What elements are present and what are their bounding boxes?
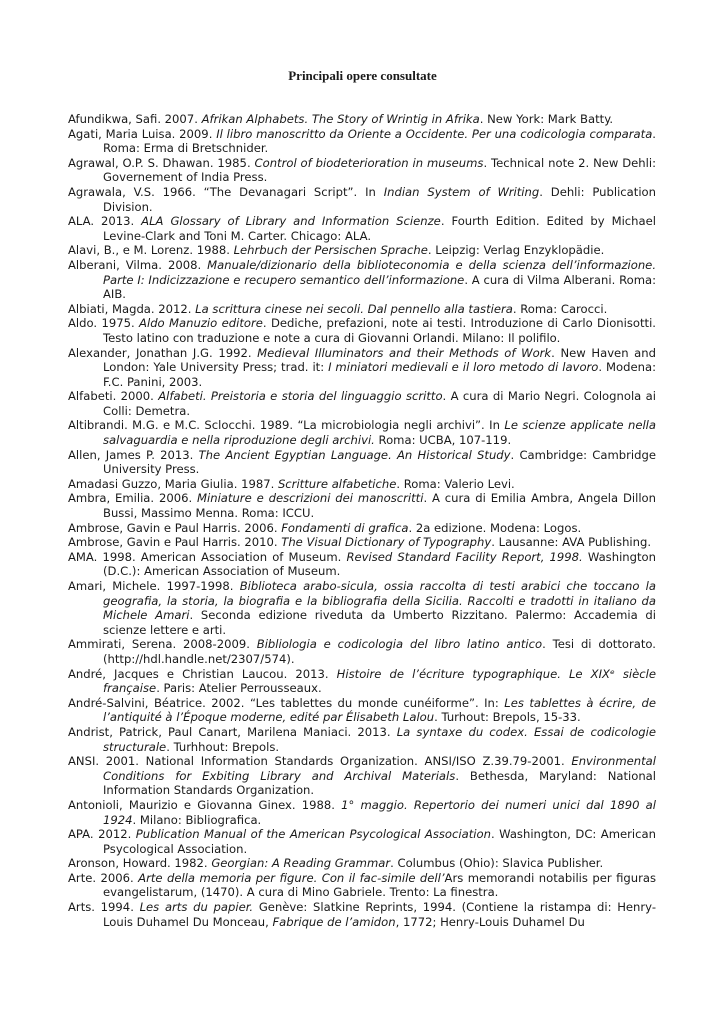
bibliography-entry [68,127,656,156]
entry-title-text: Publication Manual of the American Psycological Association [135,827,491,842]
entry-title-text: The Ancient Egyptian Language. An Historical Study [198,447,511,462]
entry-title-text: Control of biodeterioration in museums [254,155,484,170]
bibliography-entry [68,346,656,390]
bibliography-entry [68,637,656,666]
entry-text: Alavi, B., e M. Lorenz. 1988. [68,243,234,258]
entry-title-text: Les arts du papier. [139,900,254,915]
entry-text: . A cura di Mario Negri. Colognola ai Colli: Demetra. [103,389,656,418]
entry-text: Amari, Michele. 1997-1998. [68,579,240,593]
entry-title-text: 1° maggio. Repertorio dei numeri unici dal 1890 al 1924 [103,797,656,827]
entry-text: Roma: UCBA, 107-119. [374,433,512,448]
entry-text: Afundikwa, Safi. 2007. [68,112,202,126]
entry-text: . Roma: Erma di Bretschnider. [103,126,656,156]
entry-text: Aldo. 1975. [68,316,140,331]
page-title: Principali opere consultate [288,68,437,83]
bibliography-entry [68,156,656,185]
entry-text: . Tesi di dottorato. (http://hdl.handle.net/2307/574). [103,637,656,666]
entry-text: Genève: Slatkine Reprints, 1994. (Contiene la ristampa di: Henry-Louis Duhamel Du Monceau, [103,900,657,929]
bibliography-entry [68,491,656,520]
entry-text: APA. 2012. [68,827,136,842]
entry-text: . Washington, DC: American Psycological Association. [103,827,656,856]
entry-text: . Technical note 2. New Dehli: Governement of India Press. [103,155,657,185]
bibliography-entry [68,316,656,345]
bibliography-entry [68,754,656,798]
bibliography-entry [68,579,656,637]
entry-title-text: Lehrbuch der Persischen Sprache [233,243,428,258]
entry-title-text: Georgian: A Reading Grammar [211,856,391,871]
entry-text: André-Salvini, Béatrice. 2002. “Les tablettes du monde cunéiforme”. In: [68,695,505,710]
bibliography-entry [68,550,656,579]
entry-title-text: La scrittura cinese nei secoli. Dal pennello alla tastiera [195,301,513,316]
entry-text: . Milano: Bibliografica. [132,812,262,827]
entry-text: ALA. 2013. [68,214,142,229]
entry-text: . A cura di Emilia Ambra, Angela Dillon Bussi, Massimo Menna. Roma: ICCU. [103,491,656,521]
entry-text: Ambrose, Gavin e Paul Harris. 2010. [68,535,282,550]
entry-title-text: Miniature e descrizioni dei manoscritti [197,491,424,506]
entry-text: Amadasi Guzzo, Maria Giulia. 1987. [68,476,278,491]
entry-text: Ars memorandi notabilis per figuras evangelistarum, (1470). A cura di Mino Gabriele. Trento: La finestra. [103,870,656,900]
bibliography-entry [68,243,656,258]
entry-text: . Fourth Edition. Edited by Michael Levine-Clark and Toni M. Carter. Chicago: ALA. [103,214,656,243]
entry-title-text: Il libro manoscritto da Oriente a Occidente. Per una codicologia comparata [216,126,653,141]
entry-text: . Paris: Atelier Perrousseaux. [156,681,322,696]
bibliography-entry [68,418,656,447]
entry-title-text: Alfabeti. Preistoria e storia del linguaggio scritto [158,389,443,404]
entry-text: . New Haven and London: Yale University Press; trad. it: [103,345,656,375]
entry-title-text: La syntaxe du codex. Essai de codicologie structurale [103,724,656,754]
entry-text: Agrawala, V.S. 1966. “The Devanagari Script”. In [68,184,384,199]
entry-title-text: Fondamenti di grafica [281,520,409,535]
bibliography-entry [68,696,656,725]
bibliography-entry [68,112,656,127]
entry-text: . Turhout: Brepols, 15-33. [434,710,581,725]
entry-text: . New York: Mark Batty. [479,112,614,126]
bibliography-entry [68,448,656,477]
entry-text: . Lausanne: AVA Publishing. [491,535,652,550]
bibliography-entry [68,827,656,856]
entry-text: AMA. 1998. American Association of Museum. [68,549,347,564]
entry-text: Agrawal, O.P. S. Dhawan. 1985. [68,155,255,170]
bibliography-entry [68,871,656,900]
entry-title-text: I miniatori medievali e il loro metodo di lavoro [328,360,599,375]
entry-text: Arte. 2006. [68,870,139,885]
entry-text: Ambrose, Gavin e Paul Harris. 2006. [68,520,282,535]
entry-text: . Roma: Carocci. [512,301,608,316]
bibliography-entry [68,302,656,317]
entry-text: Washington (D.C.): American Association of Museum. [103,549,656,579]
entry-title-text: Medieval Illuminators and their Methods of Work [257,345,552,360]
entry-text: Ambra, Emilia. 2006. [68,491,198,506]
bibliography-entry [68,389,656,418]
bibliography-entry [68,667,656,696]
entry-text: . Cambridge: Cambridge University Press. [103,447,656,477]
entry-text: . Leipzig: Verlag Enzyklopädie. [427,243,605,258]
entry-title-text: Indian System of Writing [383,184,540,199]
bibliography-entry [68,521,656,536]
entry-title-text: Environmental Conditions for Exbiting Library and Archival Materials [103,754,656,783]
entry-text: ANSI. 2001. National Information Standards Organization. ANSI/ISO Z.39.79-2001. [68,754,572,769]
entry-title-text: Revised Standard Facility Report, 1998. [346,549,583,564]
entry-text: . A cura di Vilma Alberani. Roma: AIB. [103,272,656,302]
entry-title-text: Fabrique de l’amidon [272,914,396,929]
entry-title-text: Bibliologia e codicologia del libro latino antico [256,637,543,652]
entry-text: . Dehli: Publication Division. [103,184,656,214]
entry-text: Ammirati, Serena. 2008-2009. [68,637,257,652]
entry-text: Albiati, Magda. 2012. [68,301,196,316]
entry-text: . Seconda edizione riveduta da Umberto Rizzitano. Palermo: Accademia di scienze lettere e arti. [103,608,657,637]
bibliography-entry [68,258,656,302]
entry-text: Andrist, Patrick, Paul Canart, Marilena Maniaci. 2013. [68,724,397,739]
entry-text: Allen, James P. 2013. [68,447,199,462]
entry-text: . Modena: F.C. Panini, 2003. [103,360,656,389]
entry-text: Aronson, Howard. 1982. [68,856,212,871]
entry-text: Alfabeti. 2000. [68,389,159,404]
entry-title-text: Afrikan Alphabets. The Story of Wrintig in Afrika [201,112,480,126]
entry-text: . 2a edizione. Modena: Logos. [408,520,582,535]
entry-text: Arts. 1994. [68,900,140,915]
entry-text: . Turhhout: Brepols. [166,739,280,754]
bibliography-entry [68,725,656,754]
bibliography-entry [68,900,656,929]
entry-text: . Roma: Valerio Levi. [396,476,515,491]
entry-text: André, Jacques e Christian Laucou. 2013. [68,666,337,681]
entry-text: . Columbus (Ohio): Slavica Publisher. [390,856,604,871]
bibliography-list [68,112,656,929]
entry-title-text: Manuale/dizionario della biblioteconomia e della scienza dell’informazione. Parte I: Indicizzazione e recupero semantico dell’informazione [103,257,657,287]
entry-title-text: Arte della memoria per figure. Con il fac-simile dell’ [138,870,445,885]
entry-title-text: Aldo Manuzio editore [139,316,263,331]
entry-title-text: Biblioteca arabo-sicula, ossia raccolta di testi arabici che toccano la geografia, la storia, la biografia e la bibliografia della Sicilia. Raccolti e tradotti in italiano da Michele Amari [103,579,656,623]
entry-text: Antonioli, Maurizio e Giovanna Ginex. 1988. [68,797,342,812]
bibliography-entry [68,535,656,550]
entry-title-text: Histoire de l’écriture typographique. Le XIXᵉ siècle française [103,666,656,696]
entry-title-text: The Visual Dictionary of Typography [281,535,492,550]
entry-title-text: Scritture alfabetiche [277,476,397,491]
entry-text: , 1772; Henry-Louis Duhamel Du [395,914,585,929]
bibliography-entry [68,798,656,827]
entry-title-text: Le scienze applicate nella salvaguardia e nella riproduzione degli archivi. [103,418,656,448]
entry-title-text: ALA Glossary of Library and Information Scienze [141,214,441,229]
entry-text: Alberani, Vilma. 2008. [68,257,208,272]
entry-text: Altibrandi. M.G. e M.C. Sclocchi. 1989. “La microbiologia negli archivi”. In [68,418,505,433]
bibliography-entry [68,477,656,492]
entry-text: . Dediche, prefazioni, note ai testi. Introduzione di Carlo Dionisotti. Testo latino con traduzione e note a cura di Giovanni Orlandi. Milano: Il polifilo. [103,316,656,345]
entry-text: . Bethesda, Maryland: National Information Standards Organization. [103,768,657,798]
bibliography-entry [68,185,656,214]
bibliography-entry [68,856,656,871]
bibliography-entry [68,214,656,243]
entry-text: Agati, Maria Luisa. 2009. [68,126,217,141]
entry-title-text: Les tablettes à écrire, de l’antiquité à l’Époque moderne, edité par Élisabeth Lalou [103,695,656,725]
entry-text: Alexander, Jonathan J.G. 1992. [68,345,258,360]
